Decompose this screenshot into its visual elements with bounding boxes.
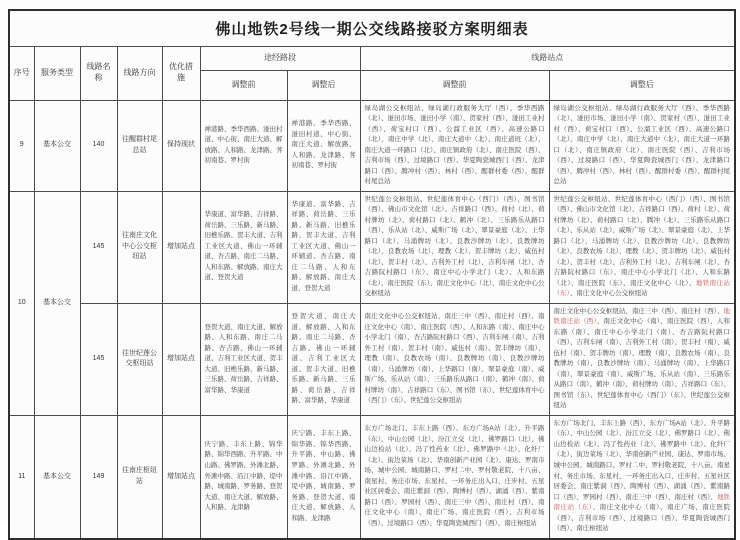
col-header-measure: 优化措施 bbox=[162, 46, 200, 100]
added-metro-station-text: 地铁南庄站（东） bbox=[553, 279, 731, 298]
col-header-service-type: 服务类型 bbox=[34, 46, 80, 100]
added-metro-station-text: 地铁南庄站（东） bbox=[553, 493, 731, 512]
roads-before-cell: 华康道、富华路、吉祥路、荷岳路、三乐路、新马路、旧樵乐路、贺丰大道、吉利工业区大道、佛山一环辅道、杏吉路、南庄二马路、人和东路、解放路、南庄大道、登贺大道 bbox=[200, 191, 287, 303]
stations-after-cell bbox=[549, 303, 735, 415]
stations-after-text: 南庄文化中心公交枢纽站、南庄三中（西）、南庄村（西）、 bbox=[553, 307, 724, 315]
stations-before-cell: 南庄文化中心公交枢纽站、南庄三中（西）、南庄村（西）、南庄文化中心（南）、南庄医院（西）、人和东路（南）、南庄中心小学北门（南）、杏吉路阮村路口（西）、吉利车闸（南）、吉利外工村（南）、贺丰村（南）、威伍村（南）、贺丰牌坊（南）、理教（南）、良教农场（南）、良教牌坊（南）、良教沙牌坊（南）、马涌牌坊（南）、上华路口（南）、翠景豪庭（南）、威斯广场、乐从站（南）、三乐路乐从路口（南）、鹤冲（南）、荷村牌坊（南）、吉祥路口（东）、图书馆（东）、世纪莲体育中心（西门）（东）、世纪莲公交枢纽站 bbox=[360, 303, 549, 415]
stations-after-cell bbox=[549, 100, 735, 191]
col-header-seq: 序号 bbox=[9, 46, 34, 100]
col-header-line-name: 线路名称 bbox=[80, 46, 117, 100]
stations-before-cell: 东方广场北门、丰东上路（西）、东方广场A站（北）、升平路（东）、中山公园（北）、汾江立交（北）、佛罗路口（北）、佛山边检站（北）、冯了性药业（北）、佛罗路中（北）、化纤厂（北）、街边菜场（北）、华南创新产业园（北）、康达、罗南市场、城中公园、城南路口、罗村二中、罗村敬老院、十八亩、南星村、务庄市场、东星村、一环务庄出入口、庄步村、五星社区居委会、南庄紫洞（西）、陶博村（西）、湖涌（西）、紫南路口（西）、罗园村（西）、南庄三中（西）、南庄村（西）、南庄文化中心（南）、南庄广场、南庄医院（西）、吉利市场（西）、过境路口（西）、华夏陶瓷城西门（西）、南庄枢纽站 bbox=[360, 415, 549, 538]
line-name-cell: 145 bbox=[80, 191, 117, 303]
stations-after-text: 、南庄文化中心（南）、南庄医院（西）、人和东路（南）、南庄中心小学北门（南）、杏吉路阮村路口（西）、吉利车闸（南）、吉利外工村（南）、贺丰村（南）、威伍村（南）、贺丰牌坊（南）、理教（南）、良教农场（南）、良教牌坊（南）、良教沙牌坊（南）、马涌牌坊（南）、上华路口（南）、翠景豪庭（南）、威斯广场、乐从站（南）、三乐路乐从路口（南）、鹤冲（南）、荷村牌坊（南）、吉祥路口（东）、图书馆（东）、世纪莲体育中心（西门）（东）、世纪莲公交枢纽站 bbox=[553, 318, 731, 410]
bus-connection-plan-table bbox=[8, 9, 736, 540]
roads-after-cell: 登贺大道、南庄大道、解放路、人和东路、南庄二马路、杏吉路、佛山一环辅道、吉利工业区大道、贺丰大道、旧樵乐路、新马路、三乐路、荷岳路、吉祥路、富华路、华康道 bbox=[287, 303, 360, 415]
col-group-stations: 线路站点 bbox=[360, 46, 735, 70]
measure-cell: 保持现状 bbox=[162, 100, 200, 191]
service-type-cell: 基本公交 bbox=[34, 191, 80, 415]
roads-after-cell: 华康道、富华路、吉祥路、荷岳路、三乐路、新马路、旧樵乐路、贺丰大道、吉利工业区大道、佛山一环辅道、杏吉路、南庄二马路、人和东路、解放路、南庄大道、登贺大道 bbox=[287, 191, 360, 303]
line-name-cell: 145 bbox=[80, 303, 117, 415]
table-row bbox=[9, 100, 735, 191]
col-header-route-before: 调整前 bbox=[200, 70, 287, 100]
col-header-stations-after: 调整后 bbox=[549, 70, 735, 100]
table-row bbox=[9, 191, 735, 303]
roads-before-cell: 登贺大道、南庄大道、解放路、人和东路、南庄二马路、杏吉路、佛山一环辅道、吉利工业区大道、贺丰大道、旧樵乐路、新马路、三乐路、荷岳路、吉祥路、富华路、华康道 bbox=[200, 303, 287, 415]
direction-cell: 往南庄枢纽站 bbox=[117, 415, 162, 538]
col-header-route-after: 调整后 bbox=[287, 70, 360, 100]
table-title: 佛山地铁2号线一期公交线路接驳方案明细表 bbox=[9, 10, 735, 46]
table-row bbox=[9, 303, 735, 415]
roads-after-cell: 禅港路、季华西路、湴田村道、中心街、南庄大道、解放路、人和路、龙津路、荠初南巷、罗村街 bbox=[287, 100, 360, 191]
roads-after-cell: 庆宁路、丰东上路、锦华路、锦华西路、升平路、中山路、佛罗路、外滩北路、外滩中路、沿江中路、堤中路、城南路、罗务路、登贺大道、南庄大道、解放路、人和路、龙津路 bbox=[287, 415, 360, 538]
stations-after-cell bbox=[549, 191, 735, 303]
col-header-direction: 线路方向 bbox=[117, 46, 162, 100]
measure-cell: 增加站点 bbox=[162, 303, 200, 415]
line-name-cell: 140 bbox=[80, 100, 117, 191]
service-type-cell: 基本公交 bbox=[34, 100, 80, 191]
direction-cell: 往南庄文化中心公交枢纽站 bbox=[117, 191, 162, 303]
seq-cell: 11 bbox=[9, 415, 34, 538]
col-header-stations-before: 调整前 bbox=[360, 70, 549, 100]
stations-after-text: 、南庄文化中心（南）、南庄广场、南庄医院（西）、吉利市场（西）、过境路口（西）、华夏陶瓷城西门（西）、南庄枢纽站 bbox=[553, 504, 731, 533]
table-row bbox=[9, 415, 735, 538]
measure-cell: 增加站点 bbox=[162, 191, 200, 303]
stations-after-text: 东方广场北门、丰东上路（西）、东方广场A站（北）、升平路（东）、中山公园（北）、汾江立交（北）、佛罗路口（北）、佛山边检站（北）、冯了性药业（北）、佛罗路中（北）、化纤厂（北）、街边菜场（北）、华南创新产业园、康达、罗南市场、城中公园、城南路口、罗村二中、罗村敬老院、十八亩、南星村、务庄市场、东星村、一环务庄出入口、庄步村、五星社区居委会、南庄紫洞（西）、陶博村（西）、湖涌（西）、紫南路口（西）、罗园村（西）、南庄三中（西）、南庄村（西）、 bbox=[553, 419, 730, 501]
direction-cell: 往世纪莲公交枢纽站 bbox=[117, 303, 162, 415]
direction-cell: 往醒群村尾总站 bbox=[117, 100, 162, 191]
stations-after-cell bbox=[549, 415, 735, 538]
stations-before-cell: 绿岛湖公交枢纽站、绿岛湖行政服务大厅（西）、季华西路（北）、湴田市场、湴田小学（南）、贺家村（西）、湴田工业村（西）、荷宝村口（西）、公溜工业区（西）、高速公路口（北）、南庄中学（北）、南庄大道中（北）、南庄道班（北）、南庄大道一环路口（北）、南庄镇政府（北）、南庄医院（西）、吉利市场（西）、过境路口（西）、华夏陶瓷城西门（西）、龙津路口（西）、腾冲村（西）、林村（西）、醒群村委（西）、醒群村尾总站 bbox=[360, 100, 549, 191]
stations-after-text: 绿岛湖公交枢纽站、绿岛湖行政服务大厅（西）、季华西路（北）、湴田市场、湴田小学（南）、贺家村（西）、湴田工业村（西）、荷宝村口（西）、公溜工业区（西）、高速公路口（北）、南庄中学（北）、南庄大道中（北）、南庄大道一环路口（北）、南庄镇政府（北）、南庄医院（西）、吉利市场（西）、过境路口（西）、华夏陶瓷城西门（西）、龙津路口（西）、腾冲村（西）、林村（西）、醒群村委（西）、醒群村尾总站 bbox=[553, 104, 730, 186]
stations-after-text: 、南庄文化中心公交枢纽站 bbox=[569, 290, 648, 298]
col-group-route: 途经路段 bbox=[200, 46, 360, 70]
service-type-cell: 基本公交 bbox=[34, 415, 80, 538]
roads-before-cell: 庆宁路、丰东上路、锦华路、锦华西路、升平路、中山路、佛罗路、外滩北路、外滩中路、沿江中路、堤中路、城南路、罗务路、登贺大道、南庄大道、解放路、人和路、龙津路 bbox=[200, 415, 287, 538]
seq-cell: 10 bbox=[9, 191, 34, 415]
stations-before-cell: 世纪莲公交枢纽站、世纪莲体育中心（西门）（西）、图书馆（西）、佛山市文化馆（北）、吉祥路口（西）、荷村（北）、荷村牌坊（北）、荷村路口（北）、鹤冲（北）、三乐路乐从路口（西）、乐从站（北）、威斯广场（北）、翠景豪庭（北）、上华路口（北）、马涌牌坊（北）、良教沙牌坊（北）、良教牌坊（北）、良教农场（北）、理教（北）、贺丰牌坊（北）、威伍村（北）、贺丰村（北）、吉利外工村（北）、吉利车闸（北）、杏吉路阮村路口（东）、南庄中心小学北门（北）、人和东路（北）、南庄医院（东）、南庄文化中心（北）、南庄文化中心公交枢纽站 bbox=[360, 191, 549, 303]
line-name-cell: 149 bbox=[80, 415, 117, 538]
stations-after-text: 世纪莲公交枢纽站、世纪莲体育中心（西门）（西）、图书馆（西）、佛山市文化馆（北）、吉祥路口（西）、荷村（北）、荷村牌坊（北）、荷村路口（北）、腾冲（北）、三乐路乐从路口（北）、乐从站（北）、威斯广场（北）、翠景豪庭（北）、上华路口（北）、马涌牌坊（北）、良教沙牌坊（北）、良教牌坊（北）、良教农场（北）、理教（北）、贺丰牌坊（北）、威伍村（北）、贺丰村（北）、吉利外工村（北）、吉利车闸（北）、杏吉路阮村路口（东）、南庄中心小学北门（北）、人和东路（北）、南庄医院（东）、南庄文化中心（北）、 bbox=[553, 195, 730, 287]
measure-cell: 增加站点 bbox=[162, 415, 200, 538]
seq-cell: 9 bbox=[9, 100, 34, 191]
added-metro-station-text: 地铁南庄站（西） bbox=[553, 307, 730, 326]
roads-before-cell: 禅港路、季华西路、湴田村道、中心街、南庄大道、解放路、人和路、龙津路、荠初南巷、罗村街 bbox=[200, 100, 287, 191]
